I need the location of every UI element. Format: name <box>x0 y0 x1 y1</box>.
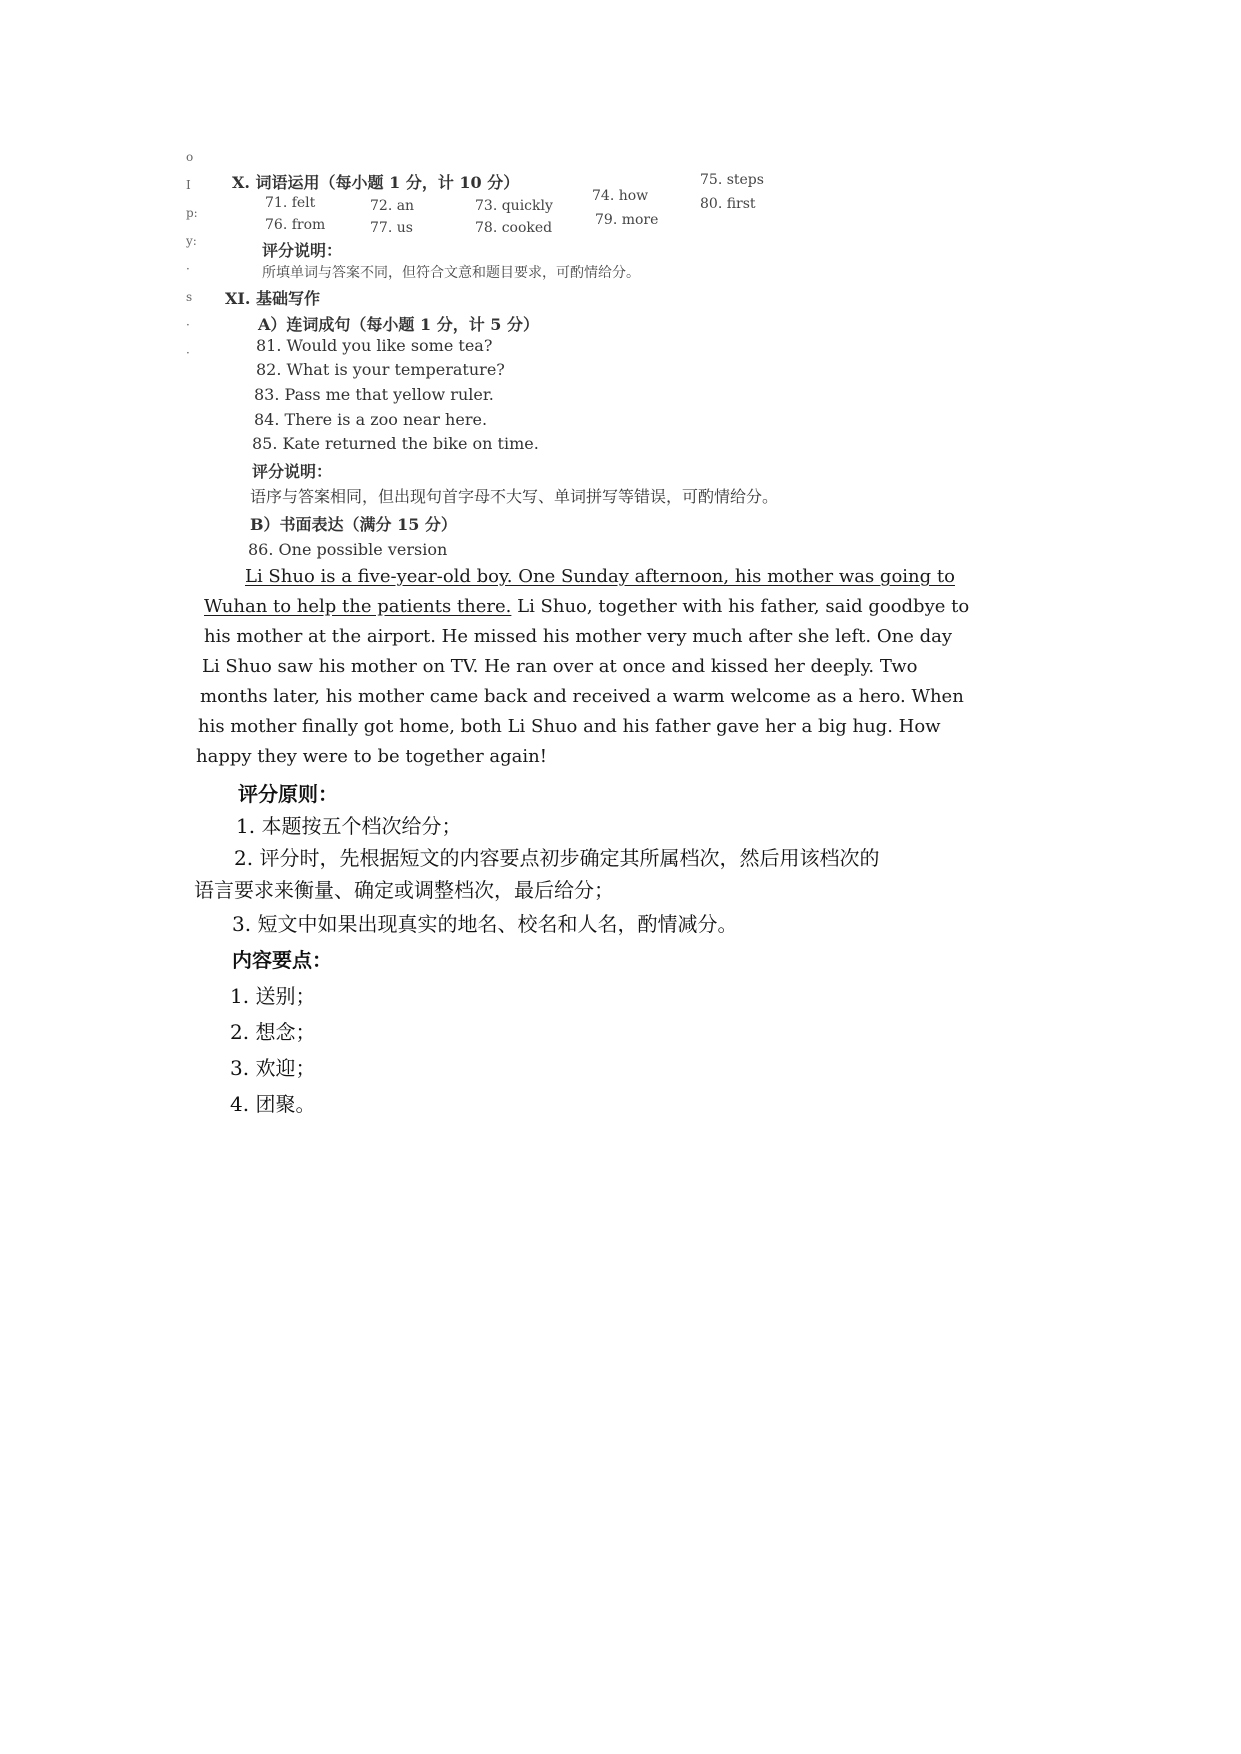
margin-mark: · <box>186 346 190 360</box>
version-label: 86. One possible version <box>248 540 448 559</box>
margin-mark: · <box>186 262 190 276</box>
sentence-83: 83. Pass me that yellow ruler. <box>254 385 494 404</box>
section-xi-note-title: 评分说明： <box>252 462 333 481</box>
principle-3: 3. 短文中如果出现真实的地名、校名和人名，酌情减分。 <box>232 912 738 936</box>
essay-line-1: Li Shuo is a five-year-old boy. One Sunday afternoon, his mother was going to <box>245 566 955 587</box>
essay-line-2 <box>204 596 969 617</box>
answer-74: 74. how <box>592 188 649 204</box>
essay-line-2-rest: Li Shuo, together with his father, said goodbye to <box>511 596 970 617</box>
principle-2: 2. 评分时，先根据短文的内容要点初步确定其所属档次，然后用该档次的 <box>234 846 880 870</box>
points-title: 内容要点： <box>232 948 332 972</box>
section-xi-heading: XI. 基础写作 <box>225 289 321 308</box>
section-x-note-text: 所填单词与答案不同，但符合文意和题目要求，可酌情给分。 <box>262 265 640 281</box>
margin-mark: I <box>186 178 191 192</box>
essay-line-6: his mother finally got home, both Li Shuo and his father gave her a big hug. How <box>198 716 941 737</box>
margin-marks <box>186 150 198 374</box>
principles-title: 评分原则： <box>238 782 338 806</box>
margin-mark: · <box>186 318 190 332</box>
part-a-title: A）连词成句（每小题 1 分，计 5 分） <box>258 315 539 334</box>
essay-line-7: happy they were to be together again! <box>196 746 547 767</box>
margin-mark: p: <box>186 206 198 220</box>
sentence-82: 82. What is your temperature? <box>256 360 505 379</box>
essay-line-4: Li Shuo saw his mother on TV. He ran over at once and kissed her deeply. Two <box>202 656 918 677</box>
answer-77: 77. us <box>370 220 413 236</box>
answer-79: 79. more <box>595 212 659 228</box>
answer-78: 78. cooked <box>475 220 553 236</box>
answer-71: 71. felt <box>265 195 316 211</box>
essay-line-3: his mother at the airport. He missed his mother very much after she left. One day <box>204 626 953 647</box>
point-4: 4. 团聚。 <box>230 1092 316 1116</box>
essay-underlined-phrase: Wuhan to help the patients there. <box>204 596 512 617</box>
answer-76: 76. from <box>265 217 326 233</box>
section-x-heading: X. 词语运用（每小题 1 分，计 10 分） <box>232 173 520 192</box>
point-3: 3. 欢迎； <box>230 1056 316 1080</box>
section-xi-note-text: 语序与答案相同，但出现句首字母不大写、单词拼写等错误，可酌情给分。 <box>250 487 779 506</box>
answer-73: 73. quickly <box>475 198 553 214</box>
margin-mark: o <box>186 150 194 164</box>
margin-mark: s <box>186 290 193 304</box>
sentence-81: 81. Would you like some tea? <box>256 336 493 355</box>
essay-line-5: months later, his mother came back and received a warm welcome as a hero. When <box>200 686 964 707</box>
principle-2-continued: 语言要求来衡量、确定或调整档次，最后给分； <box>194 878 614 902</box>
answer-75: 75. steps <box>700 172 764 188</box>
principle-1: 1. 本题按五个档次给分； <box>236 814 462 838</box>
sentence-84: 84. There is a zoo near here. <box>254 410 488 429</box>
sentence-85: 85. Kate returned the bike on time. <box>252 434 539 453</box>
point-2: 2. 想念； <box>230 1020 316 1044</box>
answer-80: 80. first <box>700 196 756 212</box>
margin-mark: y: <box>186 234 197 248</box>
section-x-note-title: 评分说明： <box>262 241 343 260</box>
part-b-title: B）书面表达（满分 15 分） <box>250 515 457 534</box>
point-1: 1. 送别； <box>230 984 316 1008</box>
answer-72: 72. an <box>370 198 415 214</box>
